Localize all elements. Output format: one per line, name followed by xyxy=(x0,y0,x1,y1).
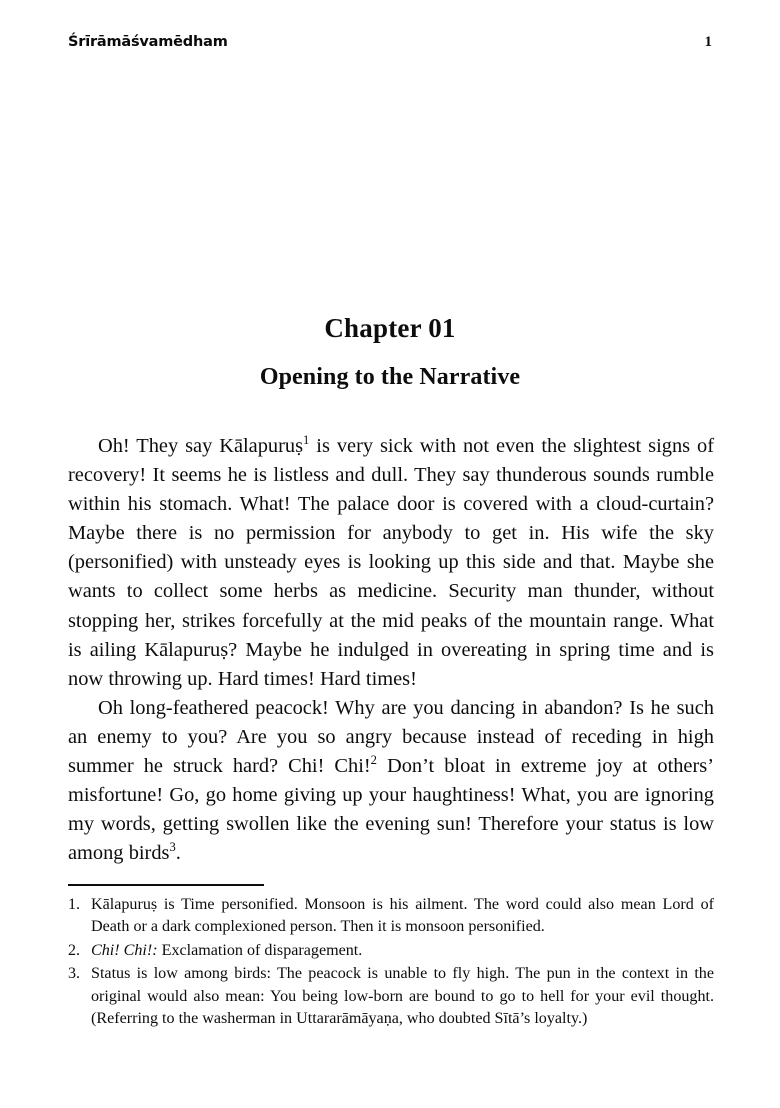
footnote-ref-3[interactable]: 3 xyxy=(169,840,176,855)
paragraph-2 xyxy=(68,694,714,869)
footnote-ref-1[interactable]: 1 xyxy=(303,433,310,448)
paragraph-2-text-b: Don’t bloat in extreme joy at others’ misfortune! Go, go home giving up your haughtiness! What, you are ignoring my words, getting swollen like the evening sun! Therefore your status is low among birds xyxy=(68,755,714,865)
footnote-text: Status is low among birds: The peacock is unable to fly high. The pun in the context in the original would also mean: You being low-born are bound to go to hell for your evil thought. (Referring to the washerman in Uttararāmāyaṇa, who doubted Sītā’s loyalty.) xyxy=(91,965,714,1028)
running-header xyxy=(68,34,712,58)
paragraph-2-text-a: Oh long-feathered peacock! Why are you dancing in abandon? Is he such an enemy to you? Are you so angry because instead of receding in high summer he struck hard? Chi! Chi! xyxy=(68,696,714,778)
body-text xyxy=(68,432,714,868)
footnote-text: Exclamation of disparagement. xyxy=(157,941,363,959)
chapter-heading-block xyxy=(68,313,712,392)
footnote-marker: 3. xyxy=(68,965,81,983)
footnote-item xyxy=(68,963,714,1030)
footnote-italic-lead: Chi! Chi!: xyxy=(91,941,158,959)
footnote-ref-2[interactable]: 2 xyxy=(370,753,377,768)
page-number: 1 xyxy=(704,34,712,50)
paragraph-1-text-a: Oh! They say Kālapuruṣ xyxy=(98,435,304,457)
chapter-title: Opening to the Narrative xyxy=(259,364,521,391)
footnote-marker: 2. xyxy=(68,941,81,959)
running-header-title: Śrīrāmāśvamēdham xyxy=(68,34,228,50)
footnote-item xyxy=(68,894,714,939)
footnotes-section xyxy=(68,884,714,1030)
footnote-marker: 1. xyxy=(68,896,81,913)
chapter-number: Chapter 01 xyxy=(324,313,456,343)
paragraph-1-text-b: is very sick with not even the slightest signs of recovery! It seems he is listless and dull. They say thunderous sounds rumble within his stomach. What! The palace door is covered with a cloud-curtain? Maybe there is no permission for anybody to get in. His wife the sky (personified) with unsteady eyes is looking up this side and that. Maybe she wants to collect some herbs as medicine. Security man thunder, without stopping her, strikes forcefully at the mid peaks of the mountain range. What is ailing Kālapuruṣ? Maybe he indulged in overeating in spring time and is now throwing up. Hard times! Hard times! xyxy=(68,435,714,690)
footnote-item xyxy=(68,940,714,962)
paragraph-2-text-c: . xyxy=(175,842,181,865)
footnote-separator-rule xyxy=(68,884,264,886)
paragraph-1 xyxy=(68,432,714,694)
footnote-text: Kālapuruṣ is Time personified. Monsoon is his ailment. The word could also mean Lord of Death or a dark complexioned person. Then it is monsoon personified. xyxy=(91,896,714,936)
